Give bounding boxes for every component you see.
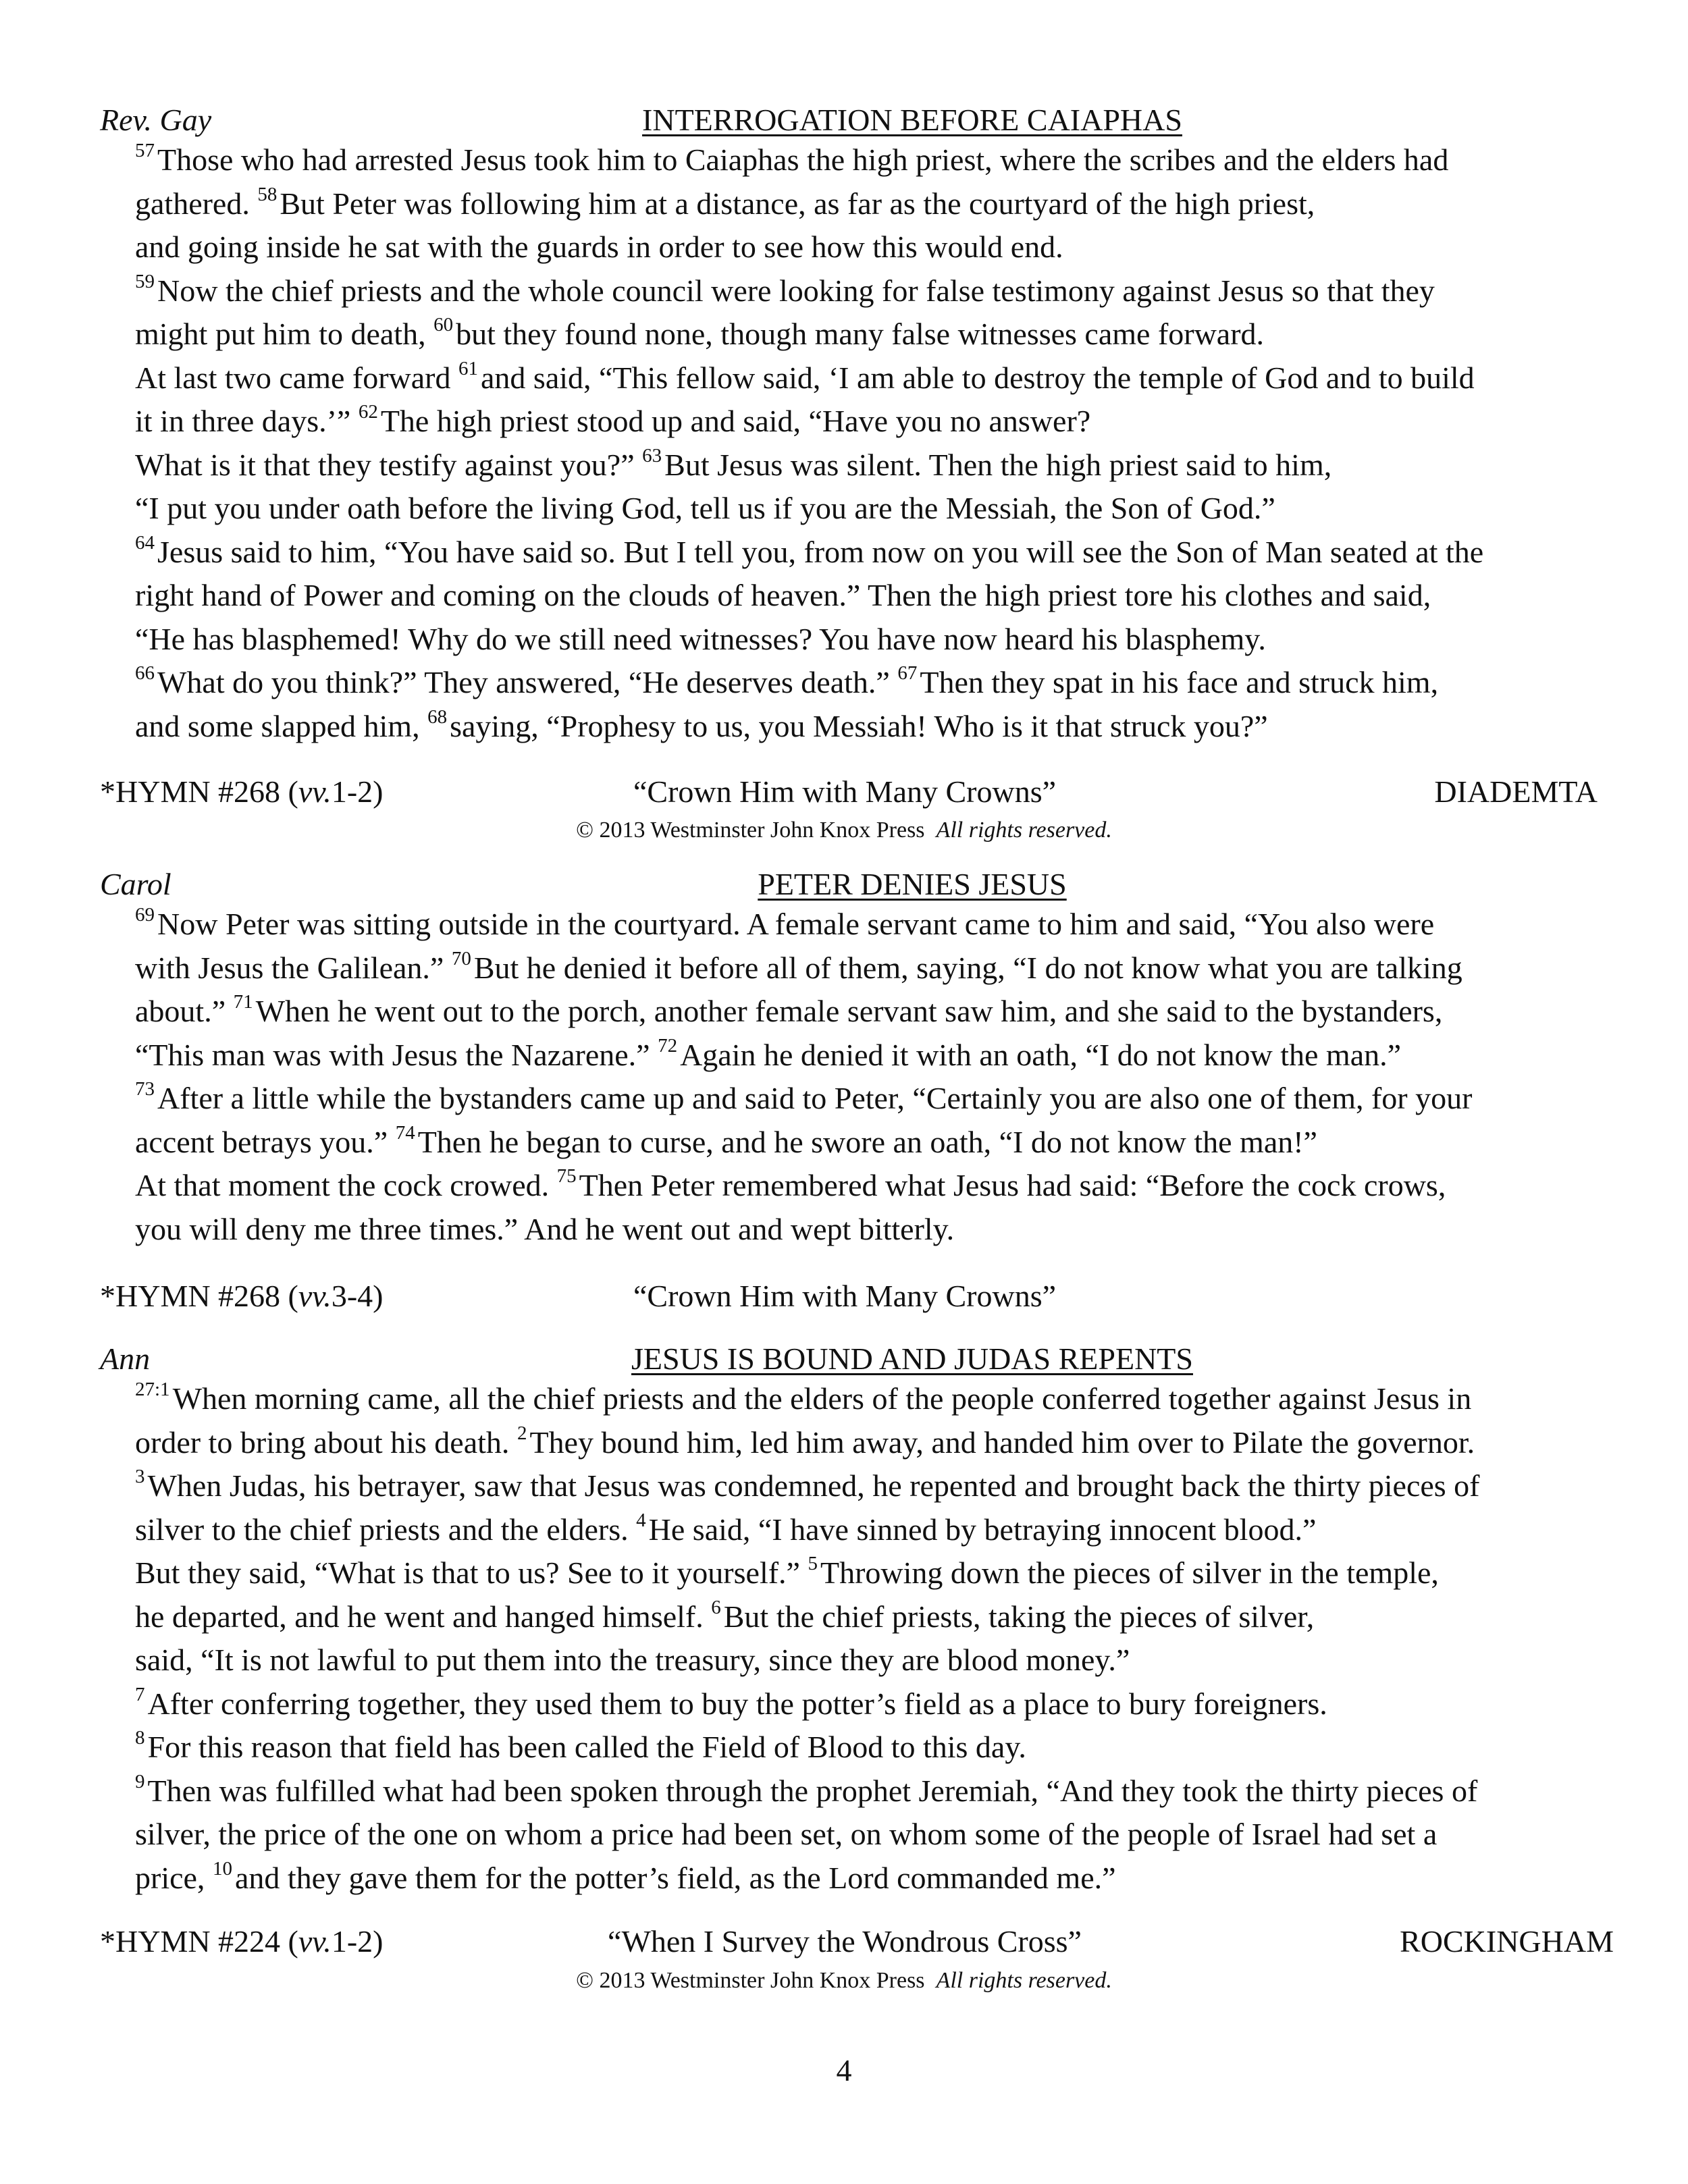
verse-text: and they gave them for the potter’s field, as the Lord commanded me.” [234, 1860, 1116, 1895]
verse-text: Those who had arrested Jesus took him to Caiaphas the high priest, where the scribes and the elders had [157, 142, 1449, 177]
verse-text: with Jesus the Galilean.” [135, 950, 452, 985]
verse-number: 61 [458, 357, 479, 379]
hymn-title: “Crown Him with Many Crowns” [633, 774, 1057, 809]
reader-name: Ann [100, 1341, 151, 1376]
verse-text: order to bring about his death. [135, 1424, 517, 1460]
verse-text: What is it that they testify against you?” [135, 447, 643, 482]
reading-line [135, 1682, 1600, 1726]
reading-line [135, 400, 1600, 444]
verse-text: At last two came forward [135, 360, 459, 395]
reading-line [135, 1034, 1600, 1077]
verse-text: saying, “Prophesy to us, you Messiah! Who is it that struck you?” [450, 708, 1268, 743]
verse-text: but they found none, though many false witnesses came forward. [456, 317, 1265, 351]
reading-line [135, 1508, 1600, 1552]
verse-text: and said, “This fellow said, ‘I am able to destroy the temple of God and to build [481, 360, 1475, 395]
verse-number: 10 [212, 1857, 232, 1880]
verse-number: 63 [642, 444, 662, 467]
verse-text: Jesus said to him, “You have said so. But I tell you, from now on you will see the Son of Man seated at the [157, 534, 1484, 569]
verse-number: 7 [135, 1683, 145, 1705]
verse-text: accent betrays you.” [135, 1124, 396, 1159]
reading-line [135, 1595, 1600, 1639]
reading-line [135, 1121, 1600, 1165]
verse-number: 5 [808, 1553, 818, 1574]
verse-text: Now the chief priests and the whole council were looking for false testimony against Jesus so that they [157, 273, 1435, 308]
verse-text: and some slapped him, [135, 708, 428, 743]
verse-text: it in three days.’” [135, 404, 359, 438]
verse-text: When morning came, all the chief priests and the elders of the people conferred together against Jesus in [172, 1381, 1472, 1416]
verse-number: 59 [135, 270, 155, 292]
verse-text: But Peter was following him at a distance, as far as the courtyard of the high priest, [280, 186, 1315, 221]
verse-number: 64 [135, 531, 155, 554]
verse-number: 75 [556, 1165, 577, 1187]
verse-text: price, [135, 1860, 213, 1895]
copyright-notice: © 2013 Westminster John Knox Press All rights reserved. [576, 1968, 1112, 1993]
verse-text: Now Peter was sitting outside in the courtyard. A female servant came to him and said, “You also were [157, 907, 1435, 941]
scripture-reading [135, 138, 1600, 748]
verse-text: But the chief priests, taking the pieces of silver, [723, 1599, 1315, 1634]
verse-text: Then they spat in his face and struck him, [920, 665, 1439, 699]
reading-line [135, 1769, 1600, 1813]
verse-text: The high priest stood up and said, “Have you no answer? [380, 404, 1091, 438]
reading-line [135, 990, 1600, 1034]
verse-text: you will deny me three times.” And he went out and wept bitterly. [135, 1211, 955, 1246]
verse-text: “He has blasphemed! Why do we still need witnesses? You have now heard his blasphemy. [135, 621, 1266, 656]
reading-line [135, 1857, 1600, 1900]
reader-name: Rev. Gay [100, 103, 212, 137]
reading-line [135, 1421, 1600, 1465]
verse-text: But they said, “What is that to us? See to it yourself.” [135, 1555, 808, 1590]
reading-line [135, 903, 1600, 947]
verse-number: 60 [433, 314, 454, 336]
verse-number: 57 [135, 140, 155, 161]
section-title: INTERROGATION BEFORE CAIAPHAS [642, 103, 1182, 137]
reading-line [135, 618, 1600, 662]
verse-text: But he denied it before all of them, saying, “I do not know what you are talking [473, 950, 1462, 985]
reading-line [135, 1464, 1600, 1508]
scripture-reading [135, 1377, 1600, 1900]
verse-number: 8 [135, 1727, 145, 1749]
scripture-reading [135, 903, 1600, 1251]
verse-number: 58 [257, 183, 278, 205]
reading-line [135, 705, 1600, 749]
reading-line [135, 574, 1600, 618]
verse-text: After conferring together, they used them to buy the potter’s field as a place to bury foreigners. [147, 1686, 1327, 1721]
verse-text: might put him to death, [135, 317, 434, 351]
verse-number: 71 [233, 991, 253, 1013]
reader-name: Carol [100, 867, 172, 901]
reading-line [135, 531, 1600, 575]
verse-number: 74 [395, 1121, 415, 1144]
reading-line [135, 1813, 1600, 1857]
hymn-number: *HYMN #268 (vv.1-2) [100, 774, 384, 809]
verse-text: After a little while the bystanders came up and said to Peter, “Certainly you are also one of them, for your [157, 1081, 1473, 1115]
reading-line [135, 1208, 1600, 1252]
reading-line [135, 1639, 1600, 1682]
verse-number: 9 [135, 1770, 145, 1792]
reading-line [135, 661, 1600, 705]
verse-text: he departed, and he went and hanged himself. [135, 1599, 712, 1634]
verse-text: But Jesus was silent. Then the high priest said to him, [664, 447, 1332, 482]
verse-text: “This man was with Jesus the Nazarene.” [135, 1037, 658, 1072]
verse-number: 2 [517, 1422, 527, 1444]
reading-line [135, 1726, 1600, 1769]
verse-text: and going inside he sat with the guards in order to see how this would end. [135, 230, 1063, 264]
hymn-number: *HYMN #224 (vv.1-2) [100, 1924, 384, 1959]
verse-text: about.” [135, 994, 234, 1028]
reading-line [135, 356, 1600, 400]
verse-number: 66 [135, 662, 155, 684]
hymn-number: *HYMN #268 (vv.3-4) [100, 1279, 384, 1313]
verse-text: Then was fulfilled what had been spoken through the prophet Jeremiah, “And they took the thirty pieces of [147, 1773, 1478, 1808]
verse-text: When he went out to the porch, another female servant saw him, and she said to the bystanders, [255, 994, 1443, 1028]
hymn-tune: ROCKINGHAM [1400, 1924, 1614, 1959]
reading-line [135, 947, 1600, 990]
verse-text: For this reason that field has been called the Field of Blood to this day. [147, 1730, 1026, 1764]
verse-text: Then Peter remembered what Jesus had said: “Before the cock crows, [579, 1168, 1446, 1202]
verse-number: 62 [358, 401, 378, 423]
hymn-title: “When I Survey the Wondrous Cross” [608, 1924, 1082, 1959]
verse-number: 70 [451, 947, 471, 969]
hymn-title: “Crown Him with Many Crowns” [633, 1279, 1057, 1313]
verse-text: said, “It is not lawful to put them into the treasury, since they are blood money.” [135, 1643, 1130, 1677]
reading-line [135, 138, 1600, 182]
reading-line [135, 269, 1600, 313]
reading-line [135, 225, 1600, 269]
reading-line [135, 182, 1600, 226]
verse-number: 68 [427, 705, 448, 728]
section-title: JESUS IS BOUND AND JUDAS REPENTS [631, 1341, 1193, 1376]
verse-text: What do you think?” They answered, “He deserves death.” [157, 665, 898, 699]
verse-text: Again he denied it with an oath, “I do not know the man.” [680, 1037, 1402, 1072]
verse-text: “I put you under oath before the living God, tell us if you are the Messiah, the Son of God.” [135, 491, 1275, 525]
verse-text: He said, “I have sinned by betraying innocent blood.” [648, 1512, 1317, 1547]
verse-text: Then he began to curse, and he swore an oath, “I do not know the man!” [417, 1124, 1317, 1159]
reading-line [135, 444, 1600, 487]
copyright-notice: © 2013 Westminster John Knox Press All rights reserved. [576, 818, 1112, 843]
reading-line [135, 487, 1600, 531]
reading-line [135, 313, 1600, 356]
verse-text: When Judas, his betrayer, saw that Jesus was condemned, he repented and brought back the thirty pieces of [147, 1468, 1480, 1503]
page-number: 4 [836, 2053, 852, 2087]
verse-text: At that moment the cock crowed. [135, 1168, 557, 1202]
verse-number: 27:1 [135, 1379, 170, 1400]
verse-number: 72 [658, 1034, 678, 1057]
hymn-tune: DIADEMTA [1434, 774, 1598, 809]
verse-number: 67 [897, 662, 918, 684]
verse-text: They bound him, led him away, and handed him over to Pilate the governor. [529, 1424, 1475, 1460]
verse-number: 73 [135, 1078, 155, 1100]
reading-line [135, 1164, 1600, 1208]
reading-line [135, 1077, 1600, 1121]
reading-line [135, 1377, 1600, 1421]
verse-number: 4 [636, 1509, 646, 1531]
section-title: PETER DENIES JESUS [758, 867, 1067, 901]
verse-number: 6 [711, 1596, 721, 1618]
verse-text: Throwing down the pieces of silver in the temple, [820, 1555, 1439, 1590]
verse-text: silver to the chief priests and the elders. [135, 1512, 637, 1547]
verse-text: gathered. [135, 186, 258, 221]
reading-line [135, 1551, 1600, 1595]
verse-number: 3 [135, 1466, 145, 1487]
verse-text: right hand of Power and coming on the clouds of heaven.” Then the high priest tore his clothes and said, [135, 578, 1431, 612]
verse-number: 69 [135, 904, 155, 926]
verse-text: silver, the price of the one on whom a price had been set, on whom some of the people of Israel had set a [135, 1817, 1438, 1851]
